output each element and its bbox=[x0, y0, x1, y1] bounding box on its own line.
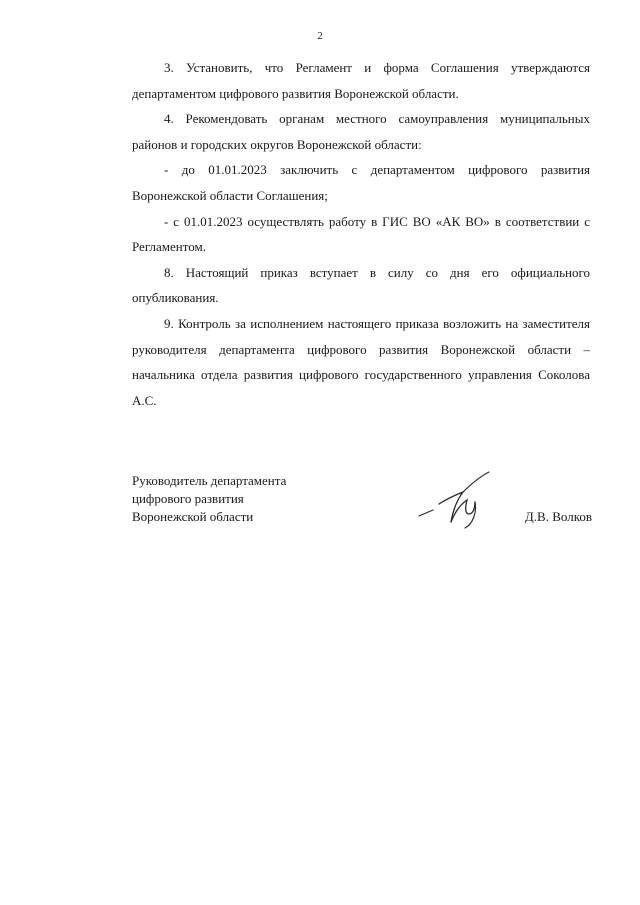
signer-name: Д.В. Волков bbox=[524, 509, 592, 524]
signature-block bbox=[132, 472, 592, 532]
signer-title-line: цифрового развития bbox=[132, 491, 244, 506]
document-body bbox=[132, 55, 590, 413]
paragraph-item-3: 3. Установить, что Регламент и форма Соглашения утверждаются департаментом цифрового развития Воронежской области. bbox=[132, 60, 590, 101]
handwritten-signature bbox=[417, 470, 492, 530]
signer-title bbox=[132, 472, 286, 526]
paragraph-subitem-gis-work: - с 01.01.2023 осуществлять работу в ГИС ВО «АК ВО» в соответствии с Регламентом. bbox=[132, 213, 590, 255]
signer-title-line: Руководитель департамента bbox=[132, 473, 287, 488]
paragraph-subitem-agreements: - до 01.01.2023 заключить с департаментом цифрового развития Воронежской области Соглашения; bbox=[132, 162, 590, 203]
paragraph-item-9: 9. Контроль за исполнением настоящего приказа возложить на заместителя руководителя департамента цифрового развития Воронежской области – начальника отдела развития цифрового государственного управления Соколова А.С. bbox=[132, 315, 590, 408]
paragraph-item-8: 8. Настоящий приказ вступает в силу со дня его официального опубликования. bbox=[132, 264, 590, 306]
paragraph-item-4: 4. Рекомендовать органам местного самоуправления муниципальных районов и городских округов Воронежской области: bbox=[132, 111, 590, 152]
page-number: 2 bbox=[317, 30, 323, 42]
signer-title-line: Воронежской области bbox=[132, 509, 254, 524]
